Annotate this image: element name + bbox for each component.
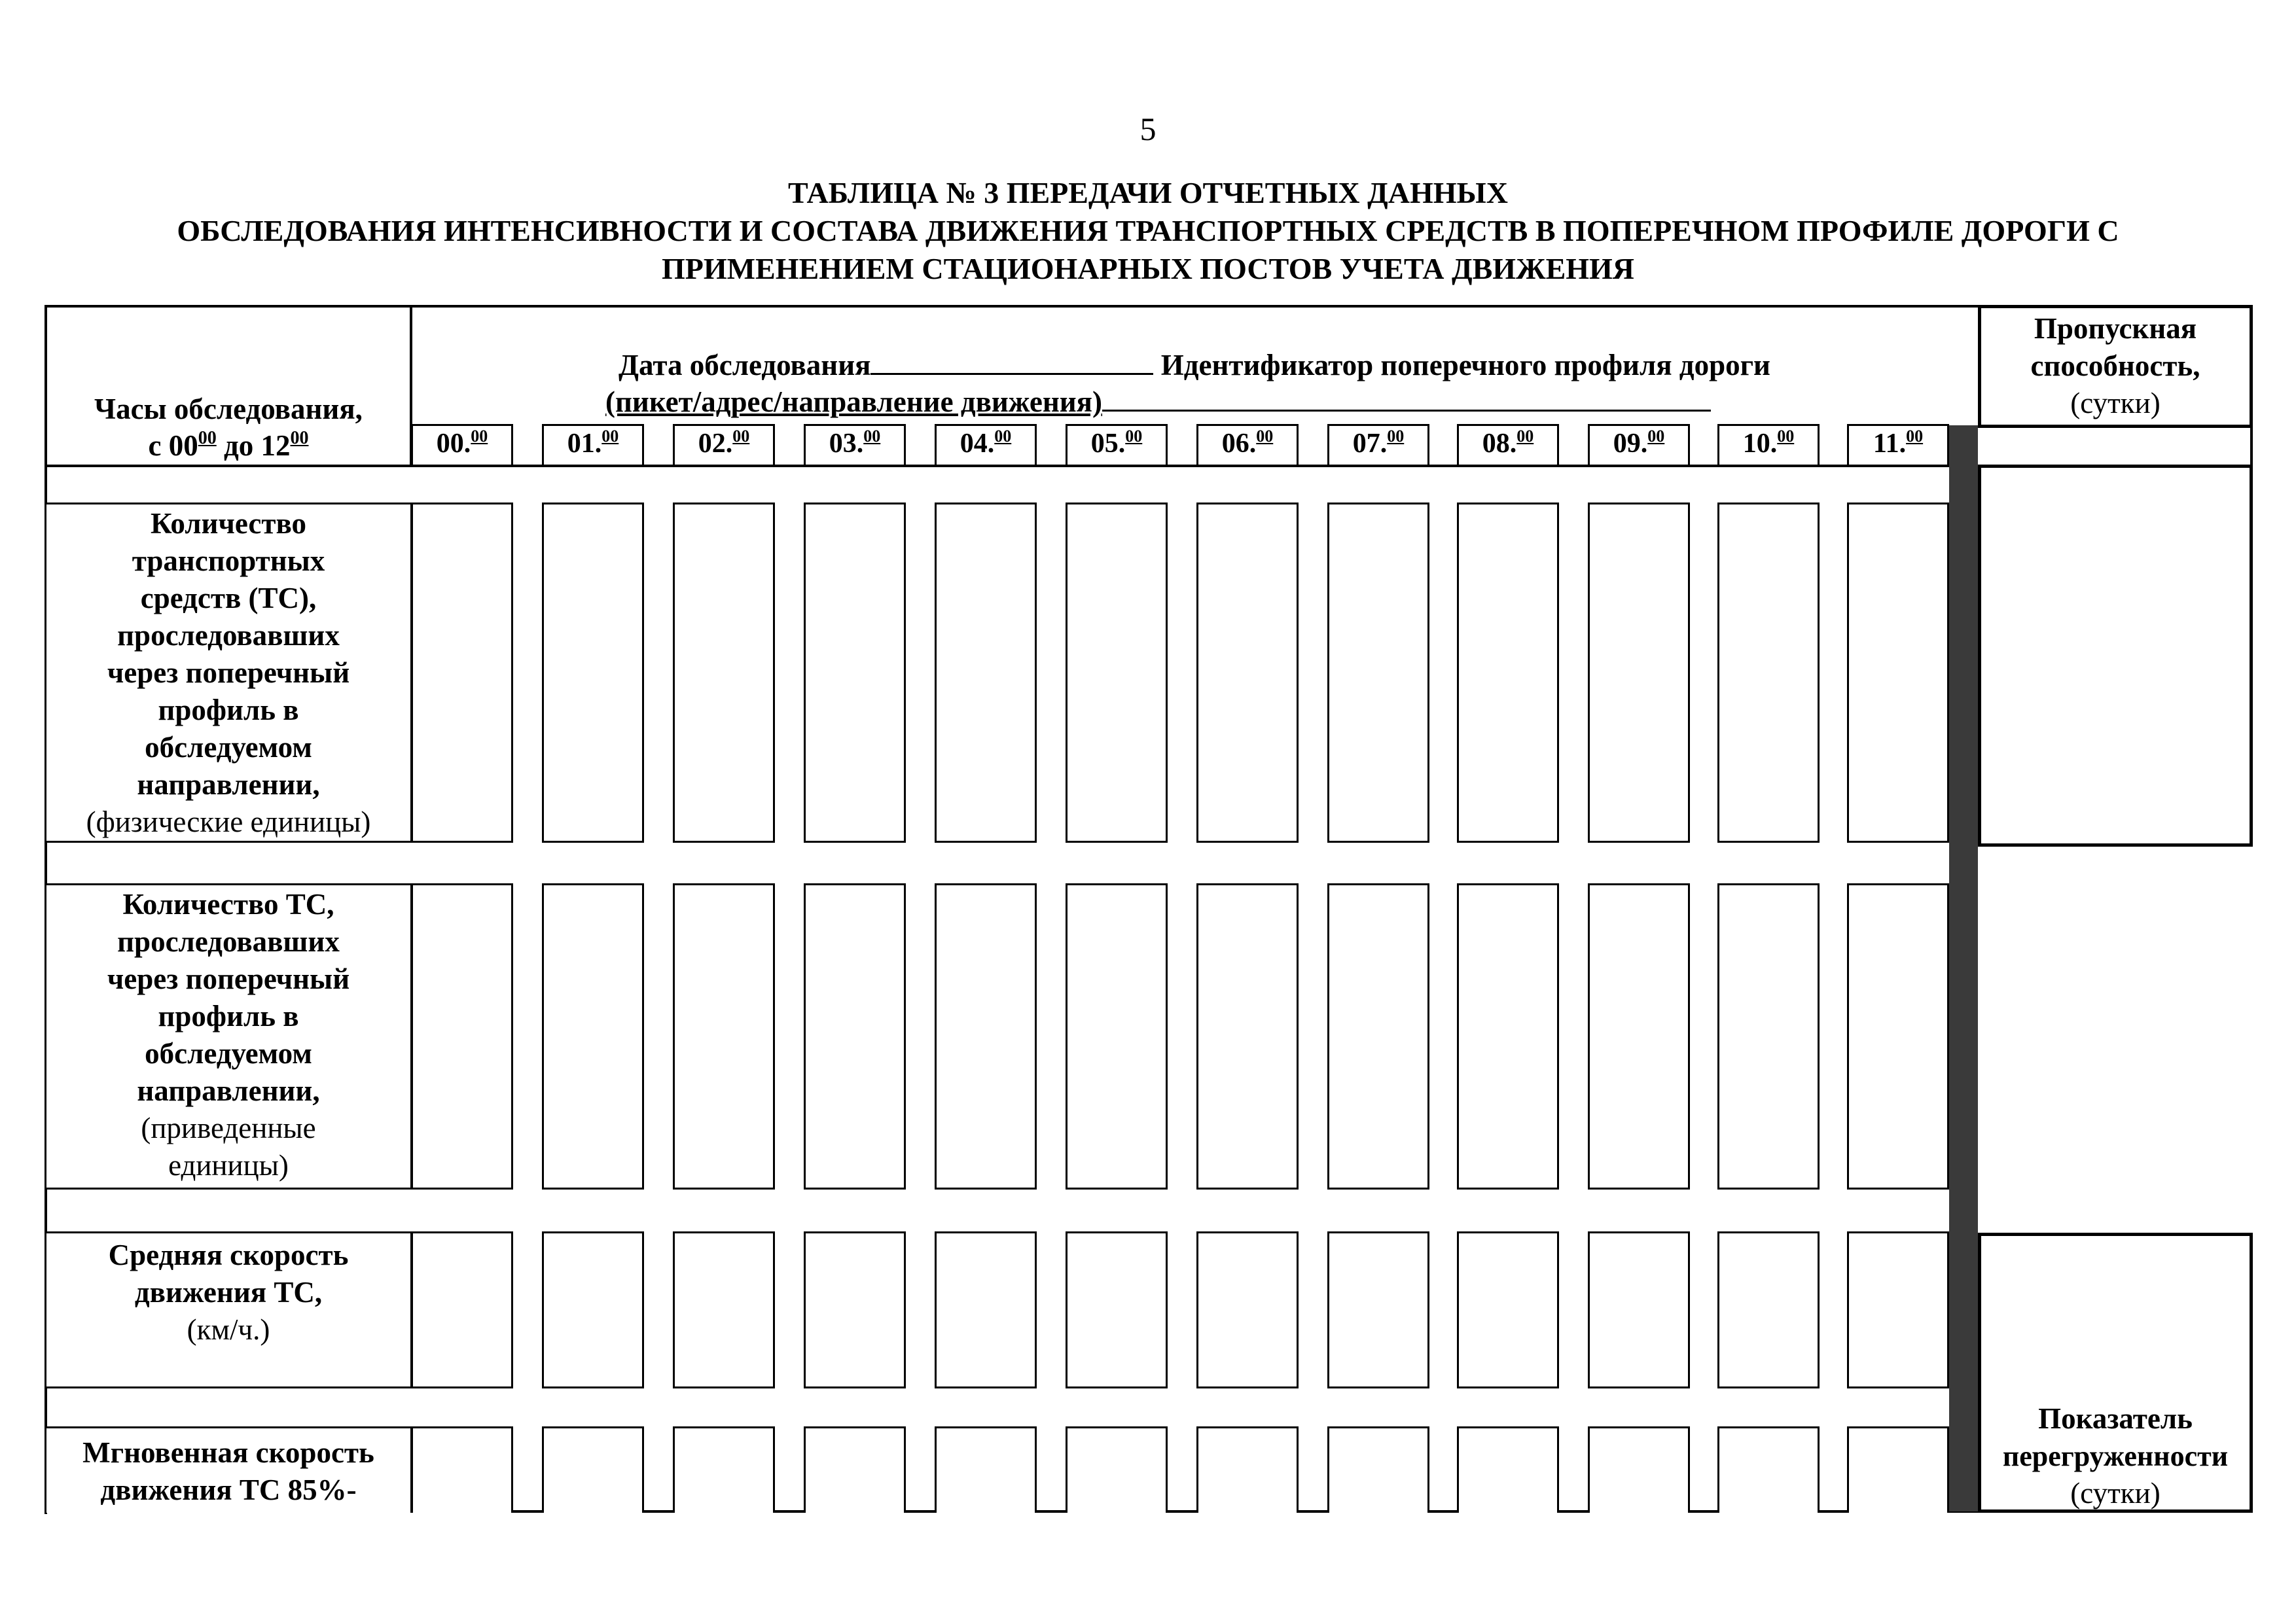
- overload-line-1: Показатель: [2038, 1402, 2193, 1435]
- hours-label: [47, 391, 410, 464]
- capacity-header-text: [1978, 310, 2253, 422]
- row2-line5: обследуемом: [145, 1037, 312, 1070]
- entry-cell[interactable]: [804, 1426, 906, 1513]
- hour-sup: 00: [863, 427, 881, 446]
- row2-line8: единицы): [168, 1149, 289, 1182]
- capacity-line-2: способность,: [2030, 349, 2200, 382]
- hour-label: 02.: [698, 429, 733, 459]
- entry-cell[interactable]: [1066, 503, 1168, 843]
- entry-cell[interactable]: [1066, 1426, 1168, 1513]
- hour-header-cell: [542, 424, 644, 467]
- entry-cell[interactable]: [542, 1426, 644, 1513]
- hour-label: 08.: [1482, 429, 1517, 459]
- entry-cell[interactable]: [935, 1426, 1037, 1513]
- capacity-line-3: (сутки): [2070, 387, 2161, 419]
- entry-cell[interactable]: [1066, 1231, 1168, 1388]
- row1-line1: Количество: [151, 507, 306, 540]
- entry-cell[interactable]: [804, 503, 906, 843]
- page-number: 5: [1139, 111, 1157, 147]
- profile-sub-label: (пикет/адрес/направление движения): [605, 385, 1103, 418]
- entry-cell[interactable]: [673, 1426, 775, 1513]
- hour-header-cell: [804, 424, 906, 467]
- capacity-value-box: [1978, 465, 2253, 847]
- separator-bar: [1949, 425, 1978, 1511]
- row1-line2: транспортных: [132, 544, 325, 577]
- entry-cell[interactable]: [1196, 1231, 1299, 1388]
- hours-from-text: с 00: [148, 429, 198, 462]
- entry-cell[interactable]: [935, 883, 1037, 1190]
- hour-label: 07.: [1352, 429, 1388, 459]
- hours-to-sup: 00: [290, 428, 309, 448]
- title-line-2: ОБСЛЕДОВАНИЯ ИНТЕНСИВНОСТИ И СОСТАВА ДВИЖЕНИЯ ТРАНСПОРТНЫХ СРЕДСТВ В ПОПЕРЕЧНОМ ПРОФИЛЕ ДОРОГИ С: [177, 214, 2119, 247]
- row-label-reduced-count: [47, 886, 410, 1184]
- hour-header-cell: [1327, 424, 1429, 467]
- entry-cell[interactable]: [673, 883, 775, 1190]
- hours-from-sup: 00: [198, 428, 217, 448]
- entry-cell[interactable]: [1066, 883, 1168, 1190]
- entry-cell[interactable]: [1457, 503, 1559, 843]
- hour-header-cell: [1717, 424, 1820, 467]
- hour-header-cell: [1588, 424, 1690, 467]
- entry-cell[interactable]: [1588, 1426, 1690, 1513]
- entry-cell[interactable]: [1457, 883, 1559, 1190]
- entry-cell[interactable]: [804, 1231, 906, 1388]
- hour-sup: 00: [1777, 427, 1795, 446]
- entry-cell[interactable]: [1457, 1426, 1559, 1513]
- hours-label-line2: [47, 427, 410, 464]
- hour-label: 03.: [829, 429, 864, 459]
- hour-header-cell: [411, 424, 513, 467]
- hour-sup: 00: [1256, 427, 1274, 446]
- row1-line4: проследовавших: [117, 619, 340, 652]
- row1-line5: через поперечный: [107, 656, 350, 689]
- entry-cell[interactable]: [1588, 1231, 1690, 1388]
- table-top-border: [45, 305, 1983, 308]
- hour-label: 10.: [1742, 429, 1778, 459]
- row1-line8: направлении,: [137, 768, 320, 801]
- hours-label-line1: Часы обследования,: [94, 393, 363, 425]
- profile-id-label: Идентификатор поперечного профиля дороги: [1160, 349, 1770, 381]
- overload-text: [1978, 1400, 2253, 1512]
- entry-cell[interactable]: [1327, 503, 1429, 843]
- entry-cell[interactable]: [542, 883, 644, 1190]
- capacity-right-border: [2250, 425, 2253, 467]
- row1-line7: обследуемом: [145, 731, 312, 764]
- profile-id-blank: [1102, 383, 1711, 412]
- survey-date-blank: [870, 347, 1153, 375]
- entry-cell[interactable]: [1196, 1426, 1299, 1513]
- entry-cell[interactable]: [1717, 1426, 1820, 1513]
- row2-line4: профиль в: [158, 1000, 299, 1033]
- entry-cell[interactable]: [1847, 883, 1949, 1190]
- hours-to-text: до 12: [216, 429, 291, 462]
- row2-line2: проследовавших: [117, 925, 340, 958]
- row2-line3: через поперечный: [107, 962, 350, 995]
- title-line-1: ТАБЛИЦА № 3 ПЕРЕДАЧИ ОТЧЕТНЫХ ДАННЫХ: [788, 176, 1508, 209]
- entry-cell[interactable]: [1196, 503, 1299, 843]
- title-line-3: ПРИМЕНЕНИЕМ СТАЦИОНАРНЫХ ПОСТОВ УЧЕТА ДВИЖЕНИЯ: [661, 252, 1635, 285]
- row-label-instant-speed: [47, 1434, 410, 1509]
- hour-header-cell: [673, 424, 775, 467]
- capacity-divider-1: [1978, 425, 2253, 428]
- hour-label: 00.: [436, 429, 471, 459]
- hour-sup: 00: [1647, 427, 1665, 446]
- row1-line6: профиль в: [158, 694, 299, 726]
- hour-label: 09.: [1613, 429, 1648, 459]
- entry-cell[interactable]: [1327, 1426, 1429, 1513]
- entry-cell[interactable]: [1847, 1231, 1949, 1388]
- hour-header-cell: [1847, 424, 1949, 467]
- hour-sup: 00: [601, 427, 619, 446]
- overload-line-2: перегруженности: [2002, 1440, 2229, 1472]
- hour-header-cell: [1066, 424, 1168, 467]
- hour-label: 04.: [960, 429, 995, 459]
- hour-header-cell: [1457, 424, 1559, 467]
- entry-cell[interactable]: [411, 503, 513, 843]
- row3-line1: Средняя скорость: [108, 1239, 349, 1271]
- entry-cell[interactable]: [1196, 883, 1299, 1190]
- entry-cell[interactable]: [935, 1231, 1037, 1388]
- hour-sup: 00: [1125, 427, 1143, 446]
- entry-cell[interactable]: [411, 1426, 513, 1513]
- row3-line3: (км/ч.): [187, 1313, 270, 1346]
- entry-cell[interactable]: [542, 1231, 644, 1388]
- hour-sup: 00: [1387, 427, 1405, 446]
- row4-line1: Мгновенная скорость: [82, 1436, 374, 1469]
- hour-sup: 00: [1516, 427, 1534, 446]
- row2-line7: (приведенные: [141, 1112, 316, 1144]
- row2-line6: направлении,: [137, 1074, 320, 1107]
- overload-line-3: (сутки): [2070, 1477, 2161, 1509]
- hour-label: 11.: [1873, 429, 1907, 459]
- hour-label: 06.: [1221, 429, 1257, 459]
- row1-line3: средств (ТС),: [140, 582, 317, 614]
- entry-cell[interactable]: [1717, 503, 1820, 843]
- row4-line2: движения ТС 85%-: [100, 1474, 357, 1506]
- hour-label: 01.: [567, 429, 602, 459]
- row2-line1: Количество ТС,: [122, 888, 334, 921]
- entry-cell[interactable]: [1588, 883, 1690, 1190]
- entry-cell[interactable]: [1327, 1231, 1429, 1388]
- entry-cell[interactable]: [1457, 1231, 1559, 1388]
- entry-cell[interactable]: [1327, 883, 1429, 1190]
- entry-cell[interactable]: [411, 1231, 513, 1388]
- survey-date-label: Дата обследования: [619, 349, 871, 381]
- entry-cell[interactable]: [1847, 1426, 1949, 1513]
- profile-sub-line: [605, 383, 1784, 420]
- entry-cell[interactable]: [1717, 1231, 1820, 1388]
- row3-line2: движения ТС,: [134, 1276, 323, 1309]
- hour-label: 05.: [1090, 429, 1126, 459]
- row-label-vehicle-count: [47, 505, 410, 841]
- hour-sup: 00: [471, 427, 488, 446]
- entry-cell[interactable]: [411, 883, 513, 1190]
- entry-cell[interactable]: [542, 503, 644, 843]
- entry-cell[interactable]: [935, 503, 1037, 843]
- survey-header-line: [419, 347, 1970, 383]
- entry-cell[interactable]: [1717, 883, 1820, 1190]
- hour-header-cell: [1196, 424, 1299, 467]
- capacity-line-1: Пропускная: [2034, 312, 2197, 345]
- hour-sup: 00: [732, 427, 750, 446]
- row1-line9: (физические единицы): [86, 805, 371, 838]
- row-label-average-speed: [47, 1237, 410, 1349]
- entry-cell[interactable]: [804, 883, 906, 1190]
- hour-header-cell: [935, 424, 1037, 467]
- entry-cell[interactable]: [673, 1231, 775, 1388]
- entry-cell[interactable]: [1588, 503, 1690, 843]
- entry-cell[interactable]: [673, 503, 775, 843]
- entry-cell[interactable]: [1847, 503, 1949, 843]
- hour-sup: 00: [1906, 427, 1924, 446]
- hour-sup: 00: [994, 427, 1012, 446]
